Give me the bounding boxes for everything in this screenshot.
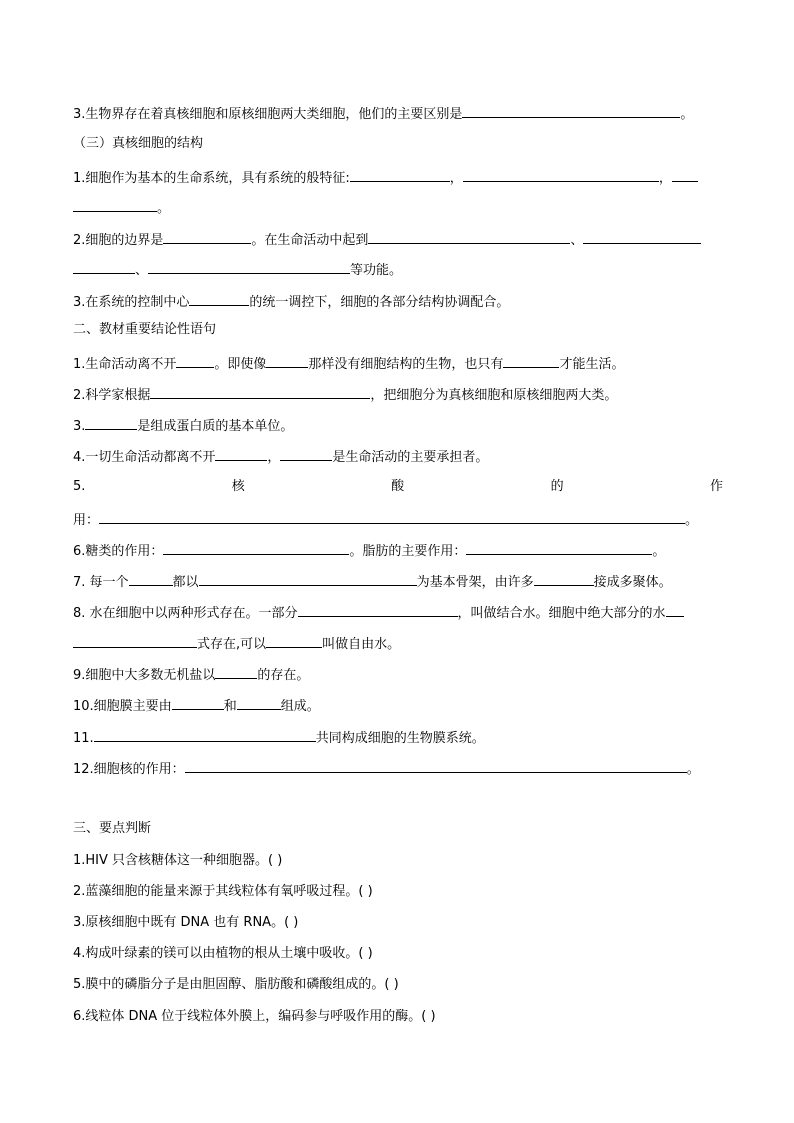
c9-inorganic-salt [73,665,309,684]
text: 。 [686,762,700,777]
q3-distinction [73,104,693,123]
answer-blank[interactable] [176,354,214,368]
q3-control-center [73,292,509,311]
c8-water-cont [73,634,400,653]
answer-blank[interactable] [73,634,197,648]
text: 酸 [391,479,405,494]
answer-blank[interactable] [462,104,680,118]
text: 4.一切生命活动都离不开 [73,450,216,465]
text: 8. 水在细胞中以两种形式存在。一部分 [73,606,298,621]
text: 用： [73,513,100,528]
answer-blank[interactable] [148,260,350,274]
text: 7. 每一个 [73,575,129,590]
text: 。 [157,201,171,216]
text: 、 [135,263,149,278]
c7-polymer [73,572,672,591]
text: 的 [550,479,564,494]
answer-blank[interactable] [280,447,332,461]
text: 1.细胞作为基本的生命系统，具有系统的般特征: [73,171,350,186]
text: 核 [231,479,245,494]
answer-blank[interactable] [73,260,135,274]
text: 共同构成细胞的生物膜系统。 [315,731,485,746]
judge-4: 4.构成叶绿素的镁可以由植物的根从土壤中吸收。( ) [73,946,373,961]
text: 2.科学家根据 [73,388,151,403]
text: 式存在,可以 [197,637,267,652]
c4-protein [73,447,488,466]
text: 。 [680,107,694,122]
text: 那样没有细胞结构的生物，也只有 [308,357,504,372]
text: 。脂肪的主要作用： [349,544,467,559]
text: 组成。 [280,699,320,714]
answer-blank[interactable] [237,696,281,710]
text: ， [267,450,281,465]
answer-blank[interactable] [85,416,137,430]
answer-blank[interactable] [503,354,559,368]
text: 11. [73,731,94,746]
answer-blank[interactable] [215,665,257,679]
text: 接成多聚体。 [593,575,672,590]
answer-blank[interactable] [350,168,450,182]
text: 作 [709,479,723,494]
section-heading-key-points: 三、要点判断 [73,821,152,836]
text: ， [449,171,463,186]
text: 是组成蛋白质的基本单位。 [137,419,294,434]
c11-membrane-system [73,728,485,747]
section-heading-2: 二、教材重要结论性语句 [73,322,217,337]
text: 9.细胞中大多数无机盐以 [73,668,216,683]
answer-blank[interactable] [94,728,316,742]
text: ，叫做结合水。细胞中绝大部分的水 [457,606,666,621]
text: 和 [223,699,237,714]
answer-blank[interactable] [463,168,659,182]
answer-blank[interactable] [199,572,417,586]
text: 3.在系统的控制中心 [73,295,190,310]
answer-blank[interactable] [215,447,267,461]
text: 都以 [172,575,199,590]
q2-cell-boundary [73,230,701,249]
text: 10.细胞膜主要由 [73,699,172,714]
c2-classification [73,385,617,404]
text: 6.糖类的作用： [73,544,164,559]
answer-blank[interactable] [163,230,251,244]
answer-blank[interactable] [298,603,458,617]
q1-system-features [73,168,698,187]
answer-blank[interactable] [172,696,224,710]
text: 等功能。 [350,263,403,278]
c10-cell-membrane [73,696,320,715]
text: 2.细胞的边界是 [73,233,164,248]
text: ，把细胞分为真核细胞和原核细胞两大类。 [370,388,618,403]
text: 5. [73,479,86,494]
answer-blank[interactable] [666,603,684,617]
answer-blank[interactable] [185,759,687,773]
answer-blank[interactable] [129,572,173,586]
judge-1: 1.HIV 只含核糖体这一种细胞器。( ) [73,853,283,868]
judge-6: 6.线粒体 DNA 位于线粒体外膜上，编码参与呼吸作用的酶。( ) [73,1009,436,1024]
text: 12.细胞核的作用： [73,762,185,777]
answer-blank[interactable] [189,292,249,306]
q1-system-features-cont [73,198,170,217]
text: 、 [570,233,584,248]
c12-nucleus [73,759,700,778]
text: ， [658,171,672,186]
judge-5: 5.膜中的磷脂分子是由胆固醇、脂肪酸和磷酸组成的。( ) [73,977,399,992]
text: 。 [652,544,666,559]
text: 叫做自由水。 [322,637,401,652]
c1-life-activity [73,354,624,373]
text: 3.生物界存在着真核细胞和原核细胞两大类细胞，他们的主要区别是 [73,107,463,122]
answer-blank[interactable] [163,541,349,555]
answer-blank[interactable] [99,510,685,524]
text: 3. [73,419,86,434]
answer-blank[interactable] [73,198,157,212]
c3-protein-unit [73,416,293,435]
c8-water [73,603,684,622]
text: 。在生命活动中起到 [251,233,369,248]
section-heading-3: （三）真核细胞的结构 [73,136,204,151]
c5-nucleic-acid [73,479,723,495]
answer-blank[interactable] [266,634,322,648]
judge-2: 2.蓝藻细胞的能量来源于其线粒体有氧呼吸过程。( ) [73,884,373,899]
text: 为基本骨架，由许多 [416,575,534,590]
text: 才能生活。 [559,357,625,372]
text: 。即使像 [214,357,267,372]
answer-blank[interactable] [150,385,370,399]
text: 的统一调控下，细胞的各部分结构协调配合。 [249,295,510,310]
answer-blank[interactable] [672,168,698,182]
c6-sugar-fat [73,541,665,560]
q2-cell-boundary-cont [73,260,402,279]
answer-blank[interactable] [266,354,308,368]
c5-nucleic-acid-cont [73,510,698,529]
text: 1.生命活动离不开 [73,357,177,372]
answer-blank[interactable] [534,572,594,586]
text: 。 [685,513,699,528]
answer-blank[interactable] [466,541,652,555]
text: 的存在。 [257,668,310,683]
answer-blank[interactable] [368,230,570,244]
judge-3: 3.原核细胞中既有 DNA 也有 RNA。( ) [73,915,299,930]
answer-blank[interactable] [583,230,701,244]
text: 是生命活动的主要承担者。 [332,450,489,465]
